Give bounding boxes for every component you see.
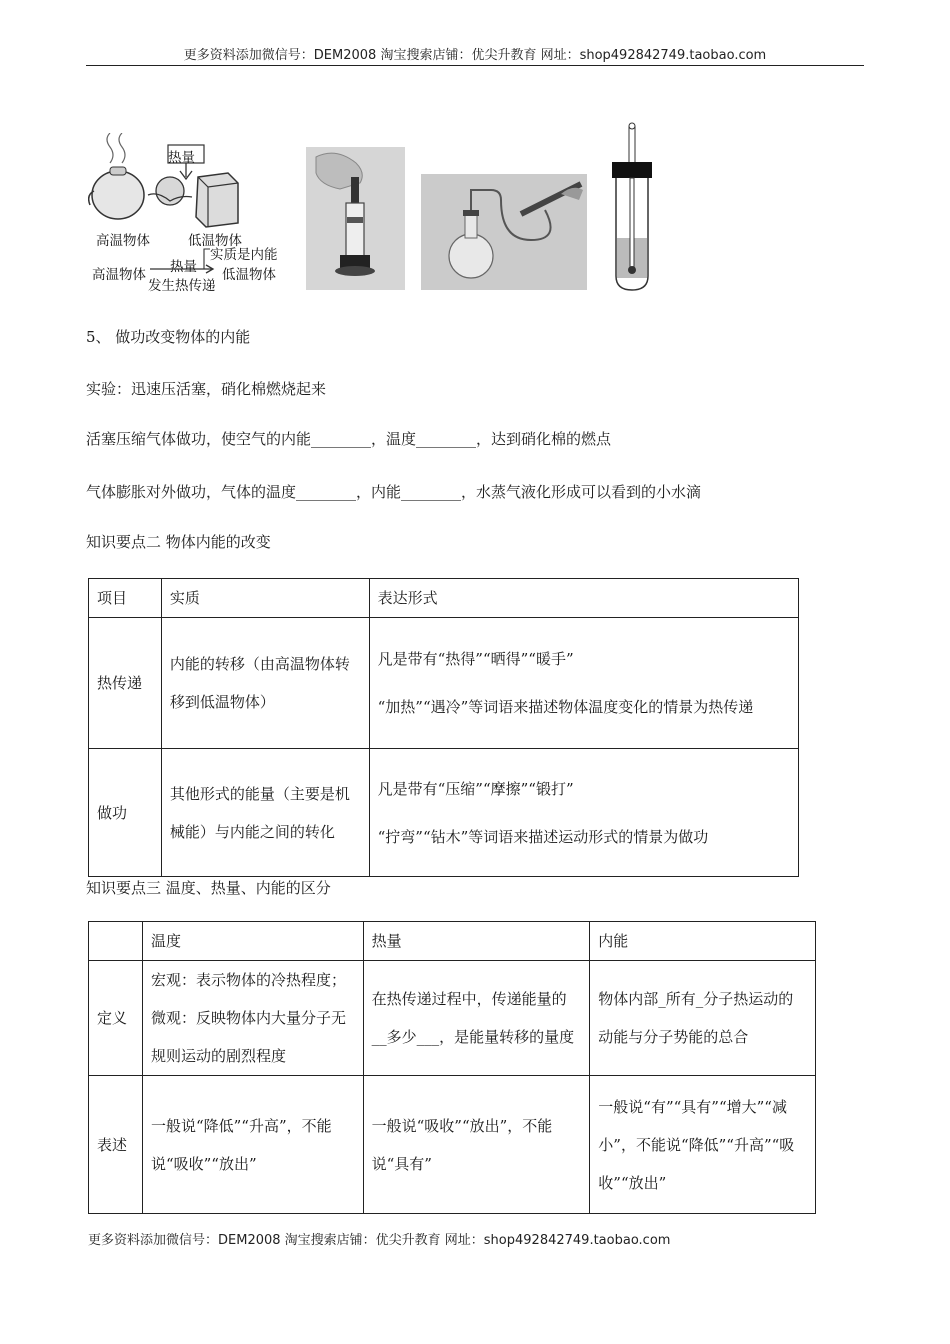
page-header: 更多资料添加微信号：DEM2008 淘宝搜索店铺：优尖升教育 网址：shop492842749.taobao.com xyxy=(183,48,767,63)
expansion-text-b: ，内能 xyxy=(356,483,402,501)
row-essence: 其他形式的能量（主要是机械能）与内能之间的转化 xyxy=(161,749,369,877)
point2-title: 知识要点二 物体内能的改变 xyxy=(86,533,271,551)
flask-illustration xyxy=(421,174,587,290)
table-row xyxy=(89,961,816,1076)
header-heat: 热量 xyxy=(363,922,590,961)
experiment-line: 实验：迅速压活塞，硝化棉燃烧起来 xyxy=(86,380,327,398)
thermometer-tube-figure xyxy=(610,120,654,292)
low-temp-label: 低温物体 xyxy=(188,233,242,249)
row-internal-energy: 一般说“有”“具有”“增大”“减小”，不能说“降低”“升高”“吸收”“放出” xyxy=(590,1076,816,1214)
heat-box-label: 热量 xyxy=(168,150,195,166)
blank-temperature: ________ xyxy=(416,430,477,448)
header-essence: 实质 xyxy=(161,579,369,618)
flow-left-label: 高温物体 xyxy=(92,267,146,283)
table-row xyxy=(89,1076,816,1214)
compression-text-c: ，达到硝化棉的燃点 xyxy=(476,430,612,448)
arrow-bottom-label: 发生热传递 xyxy=(148,278,216,294)
row-label: 表述 xyxy=(89,1076,143,1214)
expression-line-2: “加热”“遇冷”等词语来描述物体温度变化的情景为热传递 xyxy=(377,698,754,716)
row-heat: 一般说“吸收”“放出”，不能说“具有” xyxy=(363,1076,590,1214)
expansion-text-a: 气体膨胀对外做功，气体的温度 xyxy=(86,483,297,501)
table-row xyxy=(89,749,799,877)
row-internal-energy: 物体内部_所有_分子热运动的动能与分子势能的总合 xyxy=(590,961,816,1076)
blank-gas-energy: ________ xyxy=(401,483,462,501)
piston-compression-photo xyxy=(306,147,405,290)
expansion-line xyxy=(86,481,701,502)
table-header-row xyxy=(89,579,799,618)
compression-line xyxy=(86,428,611,449)
high-temp-label: 高温物体 xyxy=(96,233,150,249)
row-essence: 内能的转移（由高温物体转移到低温物体） xyxy=(161,618,369,749)
section5-title: 5、 做功改变物体的内能 xyxy=(86,328,251,346)
header-rule xyxy=(86,65,864,66)
expression-line-1: 凡是带有“热得”“晒得”“暖手” xyxy=(377,650,574,668)
blank-internal-energy: ________ xyxy=(311,430,372,448)
row-label: 定义 xyxy=(89,961,143,1076)
arrow-mid-label: 热量 xyxy=(170,259,197,275)
expression-line-2: “拧弯”“钻木”等词语来描述运动形式的情景为做功 xyxy=(377,827,709,846)
row-heat: 在热传递过程中，传递能量的__多少___，是能量转移的量度 xyxy=(363,961,590,1076)
heat-transfer-figure xyxy=(88,133,286,293)
table-header-row xyxy=(89,922,816,961)
header-item: 项目 xyxy=(89,579,162,618)
row-expression xyxy=(369,749,798,877)
table-row xyxy=(89,618,799,749)
row-temperature: 宏观：表示物体的冷热程度；微观：反映物体内大量分子无规则运动的剧烈程度 xyxy=(142,961,363,1076)
header-temperature: 温度 xyxy=(142,922,363,961)
temp-heat-energy-table xyxy=(88,921,816,1214)
expression-line-1: 凡是带有“压缩”“摩擦”“锻打” xyxy=(377,779,574,798)
header-expression: 表达形式 xyxy=(369,579,798,618)
header-blank xyxy=(89,922,143,961)
row-item: 做功 xyxy=(89,749,162,877)
page-footer: 更多资料添加微信号：DEM2008 淘宝搜索店铺：优尖升教育 网址：shop492842749.taobao.com xyxy=(88,1233,671,1248)
thermometer-illustration xyxy=(610,120,654,292)
flow-right-label: 低温物体 xyxy=(222,267,276,283)
row-expression xyxy=(369,618,798,749)
compression-text-b: ，温度 xyxy=(371,430,417,448)
header-internal-energy: 内能 xyxy=(590,922,816,961)
piston-illustration xyxy=(306,147,405,290)
arrow-top-label: 实质是内能 xyxy=(210,247,278,263)
flask-pump-photo xyxy=(421,174,587,290)
row-temperature: 一般说“降低”“升高”，不能说“吸收”“放出” xyxy=(142,1076,363,1214)
row-item: 热传递 xyxy=(89,618,162,749)
expansion-text-c: ，水蒸气液化形成可以看到的小水滴 xyxy=(461,483,702,501)
compression-text-a: 活塞压缩气体做功，使空气的内能 xyxy=(86,430,312,448)
blank-gas-temperature: ________ xyxy=(296,483,357,501)
point3-title: 知识要点三 温度、热量、内能的区分 xyxy=(86,879,331,897)
internal-energy-change-table xyxy=(88,578,799,877)
